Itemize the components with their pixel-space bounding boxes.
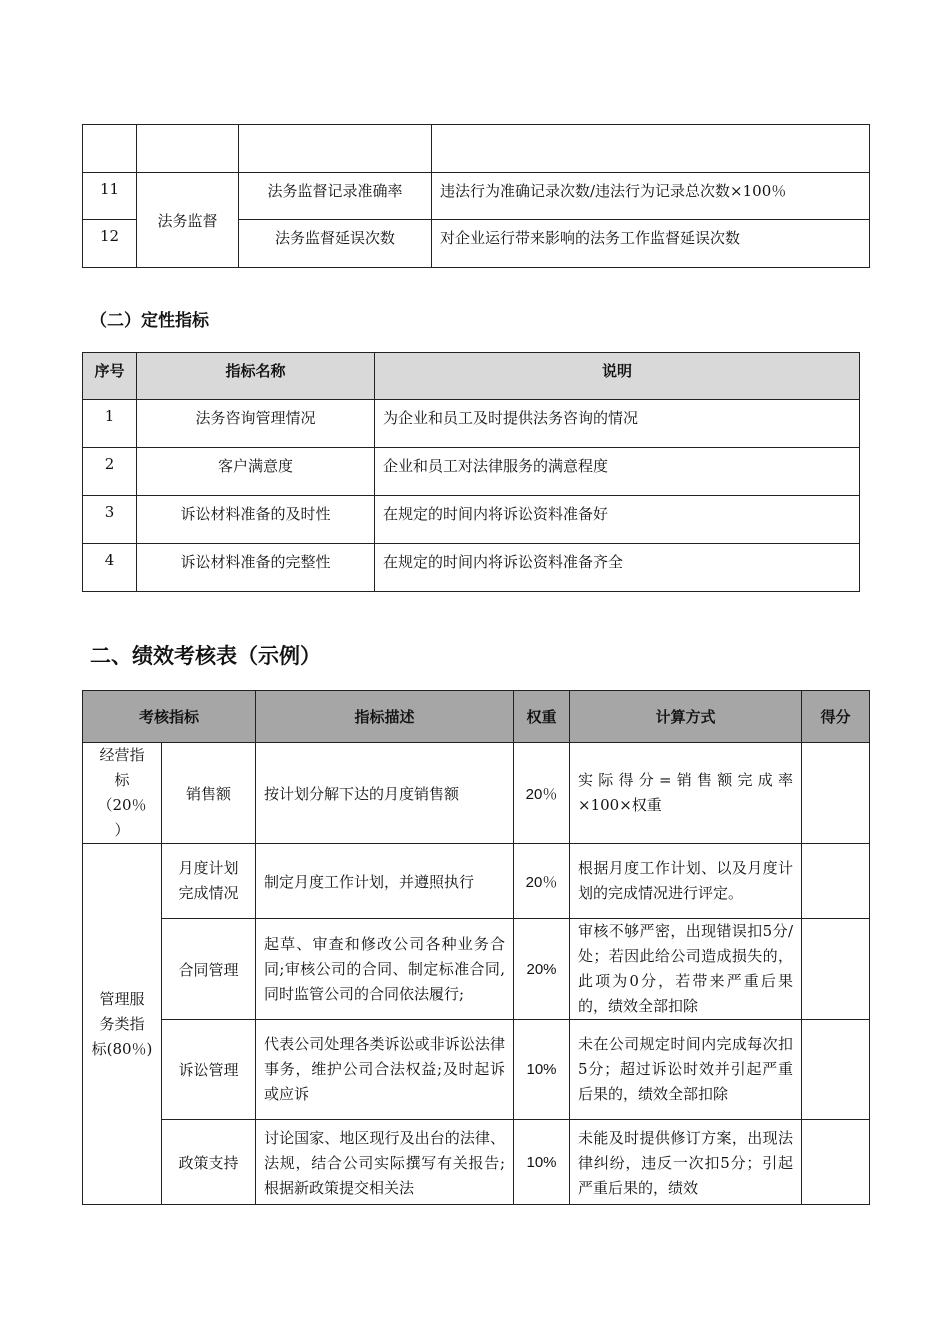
table-row [83, 1120, 870, 1205]
indicator-weight: 20% [514, 919, 570, 1020]
score-cell[interactable] [802, 919, 870, 1020]
indicator-description: 制定月度工作计划，并遵照执行 [256, 844, 514, 919]
row-number: 12 [83, 220, 137, 268]
indicator-weight: 20％ [514, 743, 570, 844]
section-heading-performance-table: 二、绩效考核表（示例） [90, 644, 321, 668]
score-cell[interactable] [802, 1020, 870, 1120]
score-cell[interactable] [802, 844, 870, 919]
quantitative-indicator-table-continued [82, 124, 870, 268]
calculation-method: 审核不够严密，出现错误扣5分/处；若因此给公司造成损失的，此项为0分，若带来严重后果的，绩效全部扣除 [570, 919, 802, 1020]
indicator-name: 诉讼材料准备的完整性 [137, 544, 375, 592]
table-row [83, 125, 870, 173]
table-row [83, 448, 860, 496]
calculation-method: 未在公司规定时间内完成每次扣5分；超过诉讼时效并引起严重后果的，绩效全部扣除 [570, 1020, 802, 1120]
score-cell[interactable] [802, 1120, 870, 1205]
header-number: 序号 [83, 353, 137, 400]
row-number: 1 [83, 400, 137, 448]
table-row [83, 496, 860, 544]
indicator-group: 法务监督 [137, 173, 239, 268]
table-header-row [83, 353, 860, 400]
table-row [83, 743, 870, 844]
indicator-name: 法务咨询管理情况 [137, 400, 375, 448]
calculation-method: 未能及时提供修订方案，出现法律纠纷，违反一次扣5分；引起严重后果的，绩效 [570, 1120, 802, 1205]
performance-assessment-table [82, 690, 870, 1205]
row-number: 11 [83, 173, 137, 220]
section-heading-qualitative: （二）定性指标 [90, 311, 209, 331]
indicator-weight: 10% [514, 1120, 570, 1205]
indicator-group-management: 管理服 务类指 标(80％) [83, 844, 162, 1205]
indicator-group-operations: 经营指 标 （20％ ） [83, 743, 162, 844]
score-cell[interactable] [802, 743, 870, 844]
row-number: 3 [83, 496, 137, 544]
indicator-weight: 10% [514, 1020, 570, 1120]
table-row [83, 919, 870, 1020]
indicator-description: 在规定的时间内将诉讼资料准备齐全 [375, 544, 860, 592]
indicator-name: 月度计划 完成情况 [162, 844, 256, 919]
indicator-description: 讨论国家、地区现行及出台的法律、法规，结合公司实际撰写有关报告;根据新政策提交相关法 [256, 1120, 514, 1205]
header-description: 说明 [375, 353, 860, 400]
indicator-name: 合同管理 [162, 919, 256, 1020]
indicator-description: 代表公司处理各类诉讼或非诉讼法律事务，维护公司合法权益;及时起诉或应诉 [256, 1020, 514, 1120]
indicator-name: 销售额 [162, 743, 256, 844]
table-row [83, 544, 860, 592]
qualitative-indicator-table [82, 352, 860, 592]
indicator-description: 在规定的时间内将诉讼资料准备好 [375, 496, 860, 544]
header-indicator: 考核指标 [83, 691, 256, 743]
indicator-description: 企业和员工对法律服务的满意程度 [375, 448, 860, 496]
indicator-name: 客户满意度 [137, 448, 375, 496]
indicator-weight: 20％ [514, 844, 570, 919]
indicator-description: 对企业运行带来影响的法务工作监督延误次数 [432, 220, 870, 268]
indicator-name: 法务监督记录准确率 [239, 173, 432, 220]
indicator-name: 诉讼管理 [162, 1020, 256, 1120]
header-score: 得分 [802, 691, 870, 743]
calculation-method: 实际得分=销售额完成率×100×权重 [570, 743, 802, 844]
indicator-description: 起草、审查和修改公司各种业务合同;审核公司的合同、制定标准合同,同时监管公司的合同依法履行; [256, 919, 514, 1020]
header-weight: 权重 [514, 691, 570, 743]
table-header-row [83, 691, 870, 743]
indicator-description: 为企业和员工及时提供法务咨询的情况 [375, 400, 860, 448]
header-name: 指标名称 [137, 353, 375, 400]
header-calculation: 计算方式 [570, 691, 802, 743]
row-number: 2 [83, 448, 137, 496]
indicator-description: 按计划分解下达的月度销售额 [256, 743, 514, 844]
row-number: 4 [83, 544, 137, 592]
table-row [83, 1020, 870, 1120]
indicator-name: 诉讼材料准备的及时性 [137, 496, 375, 544]
indicator-name: 政策支持 [162, 1120, 256, 1205]
table-row [83, 173, 870, 220]
indicator-description: 违法行为准确记录次数/违法行为记录总次数×100％ [432, 173, 870, 220]
calculation-method: 根据月度工作计划、以及月度计划的完成情况进行评定。 [570, 844, 802, 919]
indicator-name: 法务监督延误次数 [239, 220, 432, 268]
table-row [83, 400, 860, 448]
header-description: 指标描述 [256, 691, 514, 743]
table-row [83, 844, 870, 919]
